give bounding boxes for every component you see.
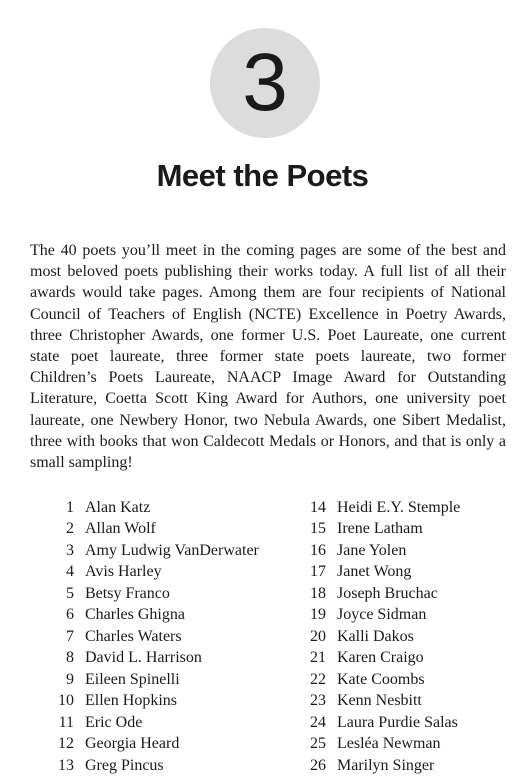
poet-list-item [46,755,306,777]
poet-name: Kate Coombs [337,670,425,688]
poet-number: 17 [310,563,326,581]
poet-number: 19 [310,606,326,624]
poet-number: 14 [310,498,326,516]
chapter-title: Meet the Poets [156,158,369,193]
poet-name: Janet Wong [337,563,412,581]
poet-name: Allan Wolf [85,520,156,538]
poet-name: Eric Ode [85,713,143,731]
poet-number: 12 [58,735,74,753]
poet-list-item [298,583,518,605]
poet-name: Greg Pincus [85,756,164,774]
poet-number: 18 [310,584,326,602]
poet-number: 8 [66,649,74,667]
poet-list-item [46,605,306,627]
poet-name: Kalli Dakos [337,627,414,645]
intro-paragraph: The 40 poets you’ll meet in the coming pages are some of the best and most beloved poets publishing their works today. A full list of all their awards would take pages. Among them are four recipients of National Council of Teachers of English (NCTE) Excellence in Poetry Awards, three Christopher Awards, one former U.S. Poet Laureate, one current state poet laureate, three former state poets laureate, two former Children’s Poets Laureate, NAACP Image Award for Outstanding Literature, Coetta Scott King Award for Authors, one university poet laureate, one Newbery Honor, two Nebula Awards, one Sibert Medalist, three with books that won Caldecott Medals or Honors, and that is only a small sampling! [30,242,506,472]
poet-number: 23 [310,692,326,710]
poet-name: Eileen Spinelli [85,670,180,688]
poet-name: Georgia Heard [85,735,180,753]
poet-name: Marilyn Singer [337,756,435,774]
poet-list-item [46,691,306,713]
poet-list-item [298,497,518,519]
poet-list-item [46,712,306,734]
poet-number: 4 [66,563,74,581]
poet-name: Lesléa Newman [337,735,441,753]
poet-number: 9 [66,670,74,688]
poet-name: Joyce Sidman [337,606,427,624]
poet-number: 26 [310,756,326,774]
poet-number: 15 [310,520,326,538]
poet-number: 7 [66,627,74,645]
poet-number: 11 [58,713,74,731]
poet-list-left [46,497,306,777]
chapter-number: 3 [242,37,288,128]
poet-list-item [46,497,306,519]
poet-list-item [46,519,306,541]
poet-list-item [298,605,518,627]
poet-list-item [298,712,518,734]
poet-list-item [46,734,306,756]
poet-list-item [298,734,518,756]
poet-name: Joseph Bruchac [337,584,438,602]
poet-list-item [298,691,518,713]
poet-name: Jane Yolen [337,541,407,559]
poet-number: 2 [66,520,74,538]
poet-name: Avis Harley [85,563,162,581]
poet-number: 24 [310,713,326,731]
poet-name: Charles Waters [85,627,182,645]
poet-list-item [298,562,518,584]
poet-name: Charles Ghigna [85,606,185,624]
poet-name: David L. Harrison [85,649,202,667]
poet-list-item [298,755,518,777]
poet-number: 25 [310,735,326,753]
poet-number: 13 [58,756,74,774]
poet-list-item [298,540,518,562]
poet-number: 1 [66,498,74,516]
poet-number: 10 [58,692,74,710]
poet-list-item [298,519,518,541]
poet-list-item [298,648,518,670]
poet-name: Kenn Nesbitt [337,692,422,710]
poet-name: Amy Ludwig VanDerwater [85,541,259,559]
poet-number: 6 [66,606,74,624]
poet-name: Ellen Hopkins [85,692,177,710]
poet-list-item [46,562,306,584]
poet-number: 22 [310,670,326,688]
poet-name: Karen Craigo [337,649,424,667]
poet-name: Alan Katz [85,498,151,516]
poet-list-right [298,497,518,777]
poet-list-item [46,648,306,670]
poet-name: Heidi E.Y. Stemple [337,498,461,516]
poet-list-item [298,626,518,648]
poet-name: Irene Latham [337,520,423,538]
poet-list-item [46,583,306,605]
poet-list-item [46,540,306,562]
chapter-number-badge [210,28,320,138]
poet-number: 16 [310,541,326,559]
poet-list-item [46,626,306,648]
poet-list-item [298,669,518,691]
poet-number: 20 [310,627,326,645]
poet-name: Laura Purdie Salas [337,713,458,731]
poet-list-item [46,669,306,691]
poet-number: 21 [310,649,326,667]
poet-name: Betsy Franco [85,584,170,602]
poet-number: 5 [66,584,74,602]
poet-number: 3 [66,541,74,559]
